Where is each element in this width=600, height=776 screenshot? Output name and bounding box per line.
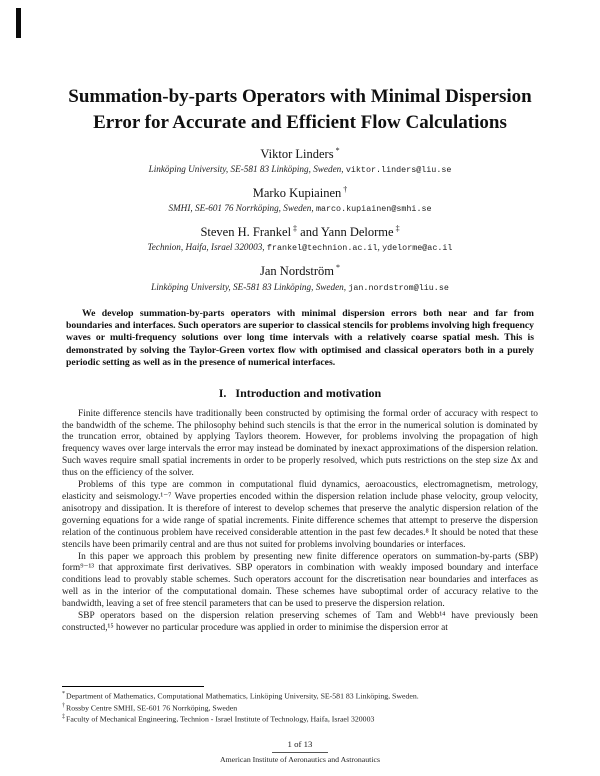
page-number: 1 of 13 (287, 739, 313, 749)
footnote-block (62, 686, 538, 725)
footnote (62, 690, 538, 702)
footnote (62, 702, 538, 714)
author-email-2: ydelorme@ac.il (382, 243, 453, 254)
footer-institution: American Institute of Aeronautics and Astronautics (219, 755, 380, 764)
footnote (62, 713, 538, 725)
section-title: Introduction and motivation (235, 385, 382, 400)
author-name (62, 146, 538, 162)
author-name (62, 224, 538, 240)
author-affiliation (62, 164, 538, 175)
page-footer (0, 739, 600, 764)
footnote-text: Faculty of Mechanical Engineering, Technion - Israel Institute of Technology, Haifa, Israel 320003 (66, 714, 375, 724)
paper-title-line1: Summation-by-parts Operators with Minimal Dispersion (68, 86, 532, 107)
author-name (62, 263, 538, 279)
footnote-marker: * (335, 263, 340, 273)
author-name-text: Steven H. Frankel (200, 225, 292, 240)
footnote-marker: † (62, 702, 65, 709)
author-affiliation (62, 282, 538, 293)
author-affiliation (62, 242, 538, 253)
author-affiliation-text: SMHI, SE-601 76 Norrköping, Sweden, (168, 203, 316, 214)
author-name-text: Jan Nordström (260, 264, 334, 279)
section-heading (62, 386, 538, 401)
author-name-text: Viktor Linders (260, 147, 334, 162)
author-affiliation-text: Linköping University, SE-581 83 Linköping, Sweden, (148, 164, 346, 175)
paper-title-line2: Error for Accurate and Efficient Flow Calculations (93, 112, 507, 133)
footer-rule (272, 752, 328, 753)
author-affiliation-text: Technion, Haifa, Israel 320003, (147, 242, 267, 253)
author-name (62, 185, 538, 201)
author-email: marco.kupiainen@smhi.se (315, 204, 432, 215)
section-number: I. (218, 385, 227, 400)
footnote-rule (62, 686, 204, 687)
author-email: viktor.linders@liu.se (345, 165, 452, 176)
author-email: frankel@technion.ac.il (266, 243, 378, 254)
author-name-text-2: and Yann Delorme (297, 225, 394, 240)
author-email-separator: , (377, 242, 383, 253)
author-affiliation (62, 203, 538, 214)
paragraph: Problems of this type are common in computational fluid dynamics, aeroacoustics, electromagnetism, metrology, elasticity and seismology.¹⁻⁷ Wave properties encoded within the dispersion relation include phase velocity, group velocity, anisotropy and dissipation. It is therefore of interest to develop schemes that preserve the analytic dispersion relation of the governing equations for a wide range of spatial increments. Finite difference schemes that attempt to preserve the dispersion relation of the continuous problem have received considerable attention in the past few decades.⁸ It should be noted that these stencils have been primarily central and are thus not suited for problems involving boundaries or interfaces. (62, 480, 538, 550)
footnote-marker: † (343, 185, 348, 195)
paper-title (62, 84, 538, 136)
author-email: jan.nordstrom@liu.se (348, 282, 449, 293)
author-name-text: Marko Kupiainen (252, 186, 342, 201)
paragraph: Finite difference stencils have traditionally been constructed by optimising the formal order of accuracy with respect to the bandwidth of the scheme. The philosophy behind such stencils is that the error in the numerical solution is dominated by the truncation error, obtained by applying Taylors theorem. However, for problems involving the propagation of high frequency waves over large intervals the error may instead be dominated by inexact approximations of the dispersion relation. Such waves require small spatial increments in order to be properly resolved, which puts restrictions on the step size Δx and thus on the efficiency of the solver. (62, 408, 538, 479)
body-text (62, 409, 538, 635)
abstract: We develop summation-by-parts operators with minimal dispersion errors both near and far from boundaries and interfaces. Such operators are superior to classical stencils for problems involving high frequency waves or multi-frequency solutions over long time intervals with a relatively coarse spatial mesh. This is demonstrated by solving the Taylor-Green vortex flow with optimised and classical operators both in a purely periodic setting as well as in the presence of numerical interfaces. (66, 307, 534, 369)
paragraph: SBP operators based on the dispersion relation preserving schemes of Tam and Webb¹⁴ have previously been constructed,¹⁵ however no particular procedure was applied in order to minimise the dispersion error at (62, 611, 538, 633)
footnote-text: Rossby Centre SMHI, SE-601 76 Norrköping, Sweden (66, 703, 238, 713)
footnote-text: Department of Mathematics, Computational Mathematics, Linköping University, SE-581 83 Linköping, Sweden. (66, 691, 419, 701)
footnote-marker: ‡ (293, 224, 298, 234)
footnote-marker: * (335, 146, 340, 155)
footnote-marker: * (62, 691, 65, 697)
author-affiliation-text: Linköping University, SE-581 83 Linköping, Sweden, (151, 281, 349, 292)
footnote-marker: ‡ (395, 224, 400, 234)
paragraph: In this paper we approach this problem by presenting new finite difference operators on summation-by-parts (SBP) form⁹⁻¹³ that approximate first derivatives. SBP operators in combination with weakly imposed boundary and interface conditions lead to provably stable schemes. Such operators account for the discretisation near boundaries and interfaces as well as in the interior of the computational domain. These schemes have suboptimal order of accuracy relative to the bandwidth, leaving a set of free stencil parameters that can be used to preserve the dispersion relation. (62, 551, 538, 610)
footnote-marker: ‡ (62, 714, 65, 720)
corner-mark (16, 8, 21, 38)
author-block (62, 146, 538, 293)
